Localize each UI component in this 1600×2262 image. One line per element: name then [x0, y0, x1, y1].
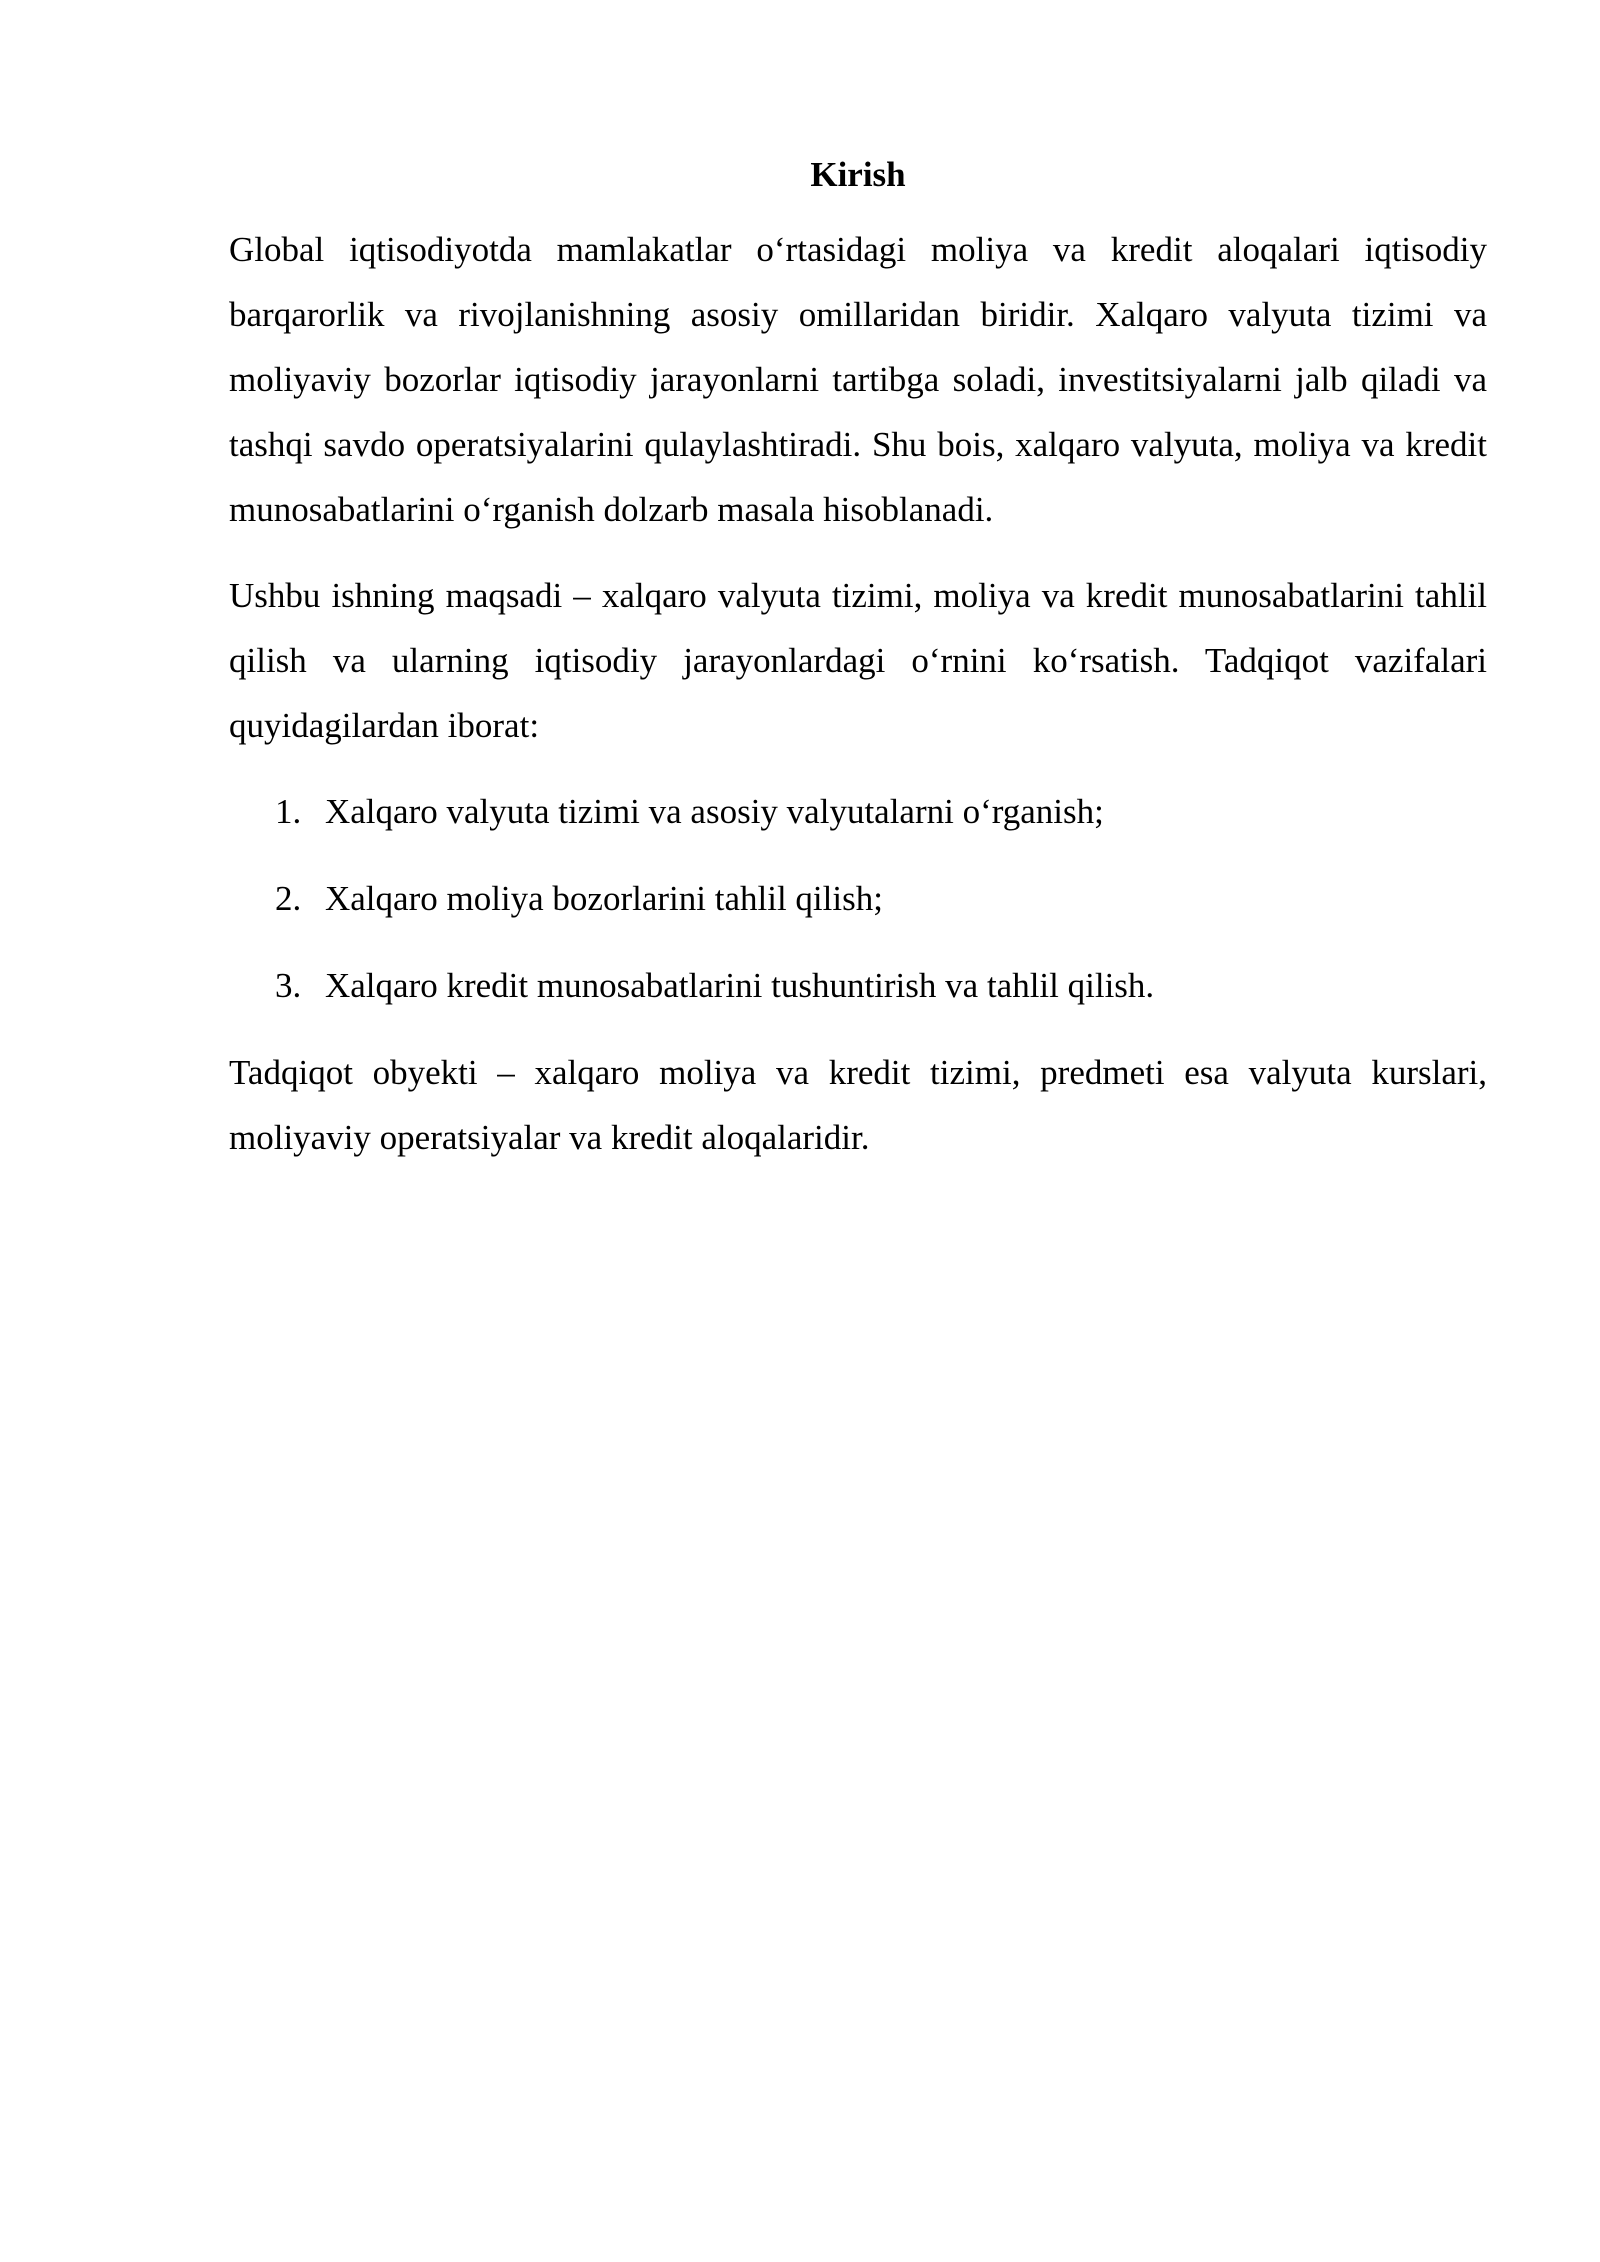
list-item [229, 779, 1487, 844]
list-item [229, 866, 1487, 931]
goal-paragraph: Ushbu ishning maqsadi – xalqaro valyuta tizimi, moliya va kredit munosabatlarini tahlil qilish va ularning iqtisodiy jarayonlardagi o‘rnini ko‘rsatish. Tadqiqot vazifalari quyidagilardan iborat: [229, 576, 1487, 745]
list-item-text: Xalqaro kredit munosabatlarini tushuntirish va tahlil qilish. [325, 966, 1155, 1005]
list-item-number: 2. [275, 879, 302, 918]
intro-paragraph: Global iqtisodiyotda mamlakatlar o‘rtasidagi moliya va kredit aloqalari iqtisodiy barqarorlik va rivojlanishning asosiy omillaridan biridir. Xalqaro valyuta tizimi va moliyaviy bozorlar iqtisodiy jarayonlarni tartibga soladi, investitsiyalarni jalb qiladi va tashqi savdo operatsiyalarini qulaylashtiradi. Shu bois, xalqaro valyuta, moliya va kredit munosabatlarini o‘rganish dolzarb masala hisoblanadi. [229, 230, 1487, 529]
section-heading: Kirish [810, 155, 906, 194]
list-item-number: 3. [275, 966, 302, 1005]
list-item-number: 1. [275, 792, 302, 831]
list-item-text: Xalqaro valyuta tizimi va asosiy valyutalarni o‘rganish; [325, 792, 1104, 831]
closing-paragraph: Tadqiqot obyekti – xalqaro moliya va kredit tizimi, predmeti esa valyuta kurslari, moliyaviy operatsiyalar va kredit aloqalaridir. [229, 1053, 1487, 1157]
document-body [229, 145, 1487, 1191]
task-list [229, 779, 1487, 1018]
list-item-text: Xalqaro moliya bozorlarini tahlil qilish; [325, 879, 883, 918]
list-item [229, 953, 1487, 1018]
